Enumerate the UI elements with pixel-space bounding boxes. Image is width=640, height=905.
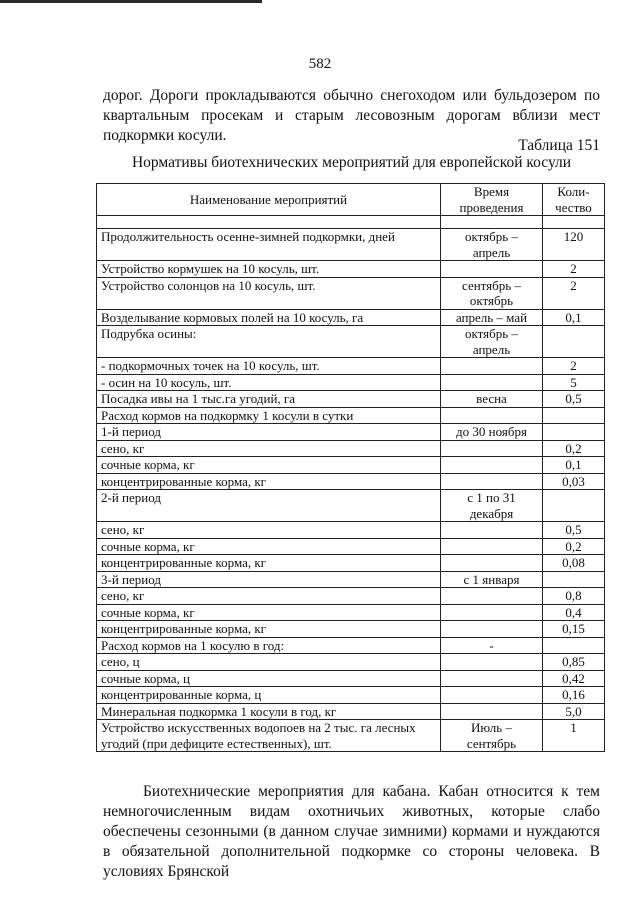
cell-activity: Расход кормов на подкормку 1 косули в сутки [97,407,441,424]
cell-activity: Устройство солонцов на 10 косуль, шт. [97,277,441,309]
cell-quantity: 5,0 [543,703,605,720]
header-quantity: Коли-чество [543,184,605,216]
cell-time: апрель – май [441,309,543,326]
norms-table [96,183,605,752]
table-row [97,621,605,638]
cell-quantity: 0,2 [543,538,605,555]
cell-time [441,440,543,457]
cell-activity: Расход кормов на 1 косулю в год: [97,637,441,654]
cell-activity: сочные корма, кг [97,538,441,555]
cell-activity: Продолжительность осенне-зимней подкормки, дней [97,229,441,261]
table-label: Таблица 151 [518,137,600,154]
cell-time: весна [441,391,543,408]
cell-quantity: 0,4 [543,604,605,621]
table-row [97,490,605,522]
cell-activity: Посадка ивы на 1 тыс.га угодий, га [97,391,441,408]
cell-time: с 1 по 31 декабря [441,490,543,522]
header-activity: Наименование мероприятий [97,184,441,216]
table-row [97,374,605,391]
table-row [97,473,605,490]
cell-time [441,703,543,720]
cell-time [441,473,543,490]
table-row [97,309,605,326]
cell-activity: Возделывание кормовых полей на 10 косуль, га [97,309,441,326]
cell-quantity: 0,1 [543,309,605,326]
cell-quantity: 120 [543,229,605,261]
cell-activity: Минеральная подкормка 1 косули в год, кг [97,703,441,720]
table-row [97,538,605,555]
cell-quantity: 0,5 [543,522,605,539]
cell-quantity: 0,42 [543,670,605,687]
table-caption: Нормативы биотехнических мероприятий для европейской косули [131,154,572,171]
cell-quantity: 0,8 [543,588,605,605]
table-row [97,687,605,704]
cell-time [441,261,543,278]
cell-time [441,358,543,375]
cell-quantity: 0,2 [543,440,605,457]
cell-quantity: 0,5 [543,391,605,408]
table-row [97,703,605,720]
cell-quantity [543,571,605,588]
cell-time [441,654,543,671]
cell-time [441,374,543,391]
cell-quantity [543,407,605,424]
cell-activity: 1-й период [97,424,441,441]
cell-time [441,604,543,621]
cell-activity: сено, кг [97,588,441,605]
cell-activity: концентрированные корма, кг [97,555,441,572]
table-row [97,440,605,457]
cell-time [441,407,543,424]
cell-quantity: 5 [543,374,605,391]
table-row [97,229,605,261]
table-row [97,637,605,654]
table-row [97,358,605,375]
cell-time [441,687,543,704]
table-row [97,654,605,671]
cell-time [441,621,543,638]
cell-time: сентябрь – октябрь [441,277,543,309]
header-time: Время проведения [441,184,543,216]
table-row [97,720,605,752]
cell-activity: сено, кг [97,440,441,457]
cell-quantity: 2 [543,277,605,309]
cell-quantity: 0,03 [543,473,605,490]
cell-quantity [543,326,605,358]
cell-activity: - подкормочных точек на 10 косуль, шт. [97,358,441,375]
cell-activity: концентрированные корма, кг [97,621,441,638]
table-spacer-row [97,216,605,229]
cell-quantity: 0,16 [543,687,605,704]
table-body [97,216,605,752]
table-row [97,670,605,687]
table-row [97,604,605,621]
cell-time: - [441,637,543,654]
page-number: 582 [308,56,332,72]
cell-time [441,670,543,687]
cell-activity: сочные корма, кг [97,604,441,621]
cell-activity: сено, ц [97,654,441,671]
cell-time: Июль – сентябрь [441,720,543,752]
cell-quantity: 0,08 [543,555,605,572]
table-row [97,522,605,539]
cell-time: октябрь – апрель [441,326,543,358]
table-row [97,261,605,278]
closing-paragraph: Биотехнические мероприятия для кабана. Кабан относится к тем немногочисленным видам охотничьих животных, которые слабо обеспечены сезонными (в данном случае зимними) кормами и нуждаются в обязательной дополнительной подкормке со стороны человека. В условиях Брянской [103,783,600,880]
cell-quantity: 2 [543,358,605,375]
table-row [97,555,605,572]
cell-activity: сочные корма, кг [97,457,441,474]
table-row [97,326,605,358]
cell-activity: сено, кг [97,522,441,539]
cell-quantity: 1 [543,720,605,752]
cell-time [441,538,543,555]
cell-time: октябрь – апрель [441,229,543,261]
cell-activity: Устройство искусственных водопоев на 2 тыс. га лесных угодий (при дефиците естественных), шт. [97,720,441,752]
table-row [97,277,605,309]
table-row [97,424,605,441]
table-row [97,457,605,474]
cell-activity: концентрированные корма, ц [97,687,441,704]
intro-paragraph: дорог. Дороги прокладываются обычно снегоходом или бульдозером по квартальным просекам и старым лесовозным дорогам вблизи мест подкормки косули. [103,87,600,144]
cell-time [441,457,543,474]
cell-activity: 2-й период [97,490,441,522]
cell-activity: 3-й период [97,571,441,588]
cell-activity: Подрубка осины: [97,326,441,358]
cell-quantity: 0,1 [543,457,605,474]
cell-time: с 1 января [441,571,543,588]
cell-quantity: 2 [543,261,605,278]
cell-time [441,588,543,605]
table-row [97,571,605,588]
cell-time [441,555,543,572]
cell-quantity [543,637,605,654]
cell-activity: сочные корма, ц [97,670,441,687]
cell-time: до 30 ноября [441,424,543,441]
cell-quantity [543,490,605,522]
table-row [97,588,605,605]
cell-activity: концентрированные корма, кг [97,473,441,490]
table-header-row [97,184,605,216]
scan-top-line [0,0,262,3]
cell-quantity: 0,85 [543,654,605,671]
table-row [97,407,605,424]
table-row [97,391,605,408]
cell-quantity [543,424,605,441]
cell-quantity: 0,15 [543,621,605,638]
cell-activity: - осин на 10 косуль, шт. [97,374,441,391]
cell-time [441,522,543,539]
cell-activity: Устройство кормушек на 10 косуль, шт. [97,261,441,278]
